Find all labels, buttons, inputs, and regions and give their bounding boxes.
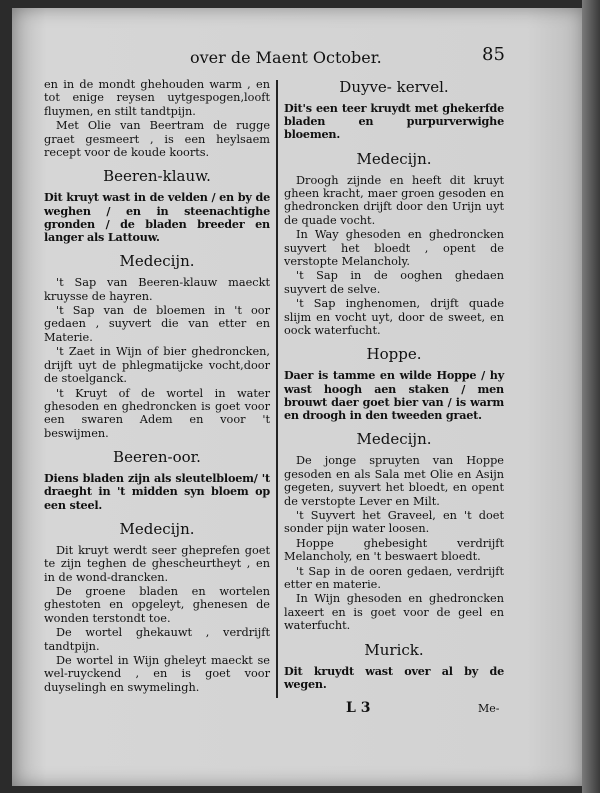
medecijn-heading: Medecijn. — [356, 149, 432, 168]
blackletter-description: Dit kruydt wast over al by de wegen. — [284, 663, 504, 691]
paragraph: Met Olie van Beertram de rugge graet gesmeert , is een heylsaem recept voor de koude koorts. — [44, 119, 270, 160]
page-edge — [582, 0, 600, 793]
paragraph: Hoppe ghebesight verdrijft Melancholy, en 't beswaert bloedt. — [284, 536, 504, 564]
section-heading: Duyve- kervel. — [339, 78, 449, 96]
paragraph: 't Sap van Beeren-klauw maeckt kruysse de hayren. — [44, 276, 270, 303]
section-heading: Murick. — [364, 640, 424, 659]
paragraph: Droogh zijnde en heeft dit kruyt gheen kracht, maer groen gesoden en ghedroncken drijft door den Urijn uyt de quade vocht. — [284, 173, 504, 227]
paragraph: Dit kruyt werdt seer gheprefen goet te zijn teghen de ghescheurtheyt , en in de wond-drancken. — [44, 543, 270, 584]
paragraph: De groene bladen en wortelen ghestoten en opgeleyt, ghenesen de wonden terstondt toe. — [44, 584, 270, 625]
blackletter-description: Diens bladen zijn als sleutelbloem/ 't draeght in 't midden syn bloem op een steel. — [44, 471, 270, 512]
blackletter-description: Dit kruyt wast in de velden / en by de weghen / en in steenachtighe gronden / de bladen breeder en langer als Lattouw. — [44, 190, 270, 245]
paragraph: 't Sap in de ooghen ghedaen suyvert de selve. — [284, 269, 504, 296]
left-column — [44, 78, 270, 695]
catchword: Me- — [478, 702, 500, 715]
medecijn-heading: Medecijn. — [119, 252, 195, 271]
section-heading: Beeren-klauw. — [103, 167, 211, 186]
paragraph: De wortel ghekauwt , verdrijft tandtpijn. — [44, 626, 270, 653]
blackletter-description: Daer is tamme en wilde Hoppe / hy wast hoogh aen staken / men brouwt daer goet bier van / is warm en droogh in den tweeden graet. — [284, 368, 504, 423]
right-column — [284, 78, 504, 693]
blackletter-description: Dit's een teer kruydt met ghekerfde bladen en purpurverwighe bloemen. — [284, 101, 504, 142]
paragraph: 't Sap in de ooren gedaen, verdrijft etter en materie. — [284, 564, 504, 591]
paragraph: De jonge spruyten van Hoppe gesoden en als Sala met Olie en Asijn gegeten, suyvert het bloedt, en opent de verstopte Lever en Milt. — [284, 454, 504, 508]
medecijn-heading: Medecijn. — [356, 430, 432, 449]
paragraph: 't Suyvert het Graveel, en 't doet sonder pijn water loosen. — [284, 508, 504, 536]
section-heading: Beeren-oor. — [113, 448, 201, 467]
medecijn-heading: Medecijn. — [119, 519, 195, 538]
column-divider — [276, 80, 278, 698]
paragraph: In Way ghesoden en ghedroncken suyvert het bloedt , opent de verstopte Melancholy. — [284, 228, 504, 269]
section-heading: Hoppe. — [366, 345, 422, 364]
paragraph: en in de mondt ghehouden warm , en tot enige reysen uytgespogen,looft fluymen, en stilt tandtpijn. — [44, 78, 270, 118]
paragraph: 't Sap van de bloemen in 't oor gedaen , suyvert die van etter en Materie. — [44, 304, 270, 344]
paragraph: In Wijn ghesoden en ghedroncken laxeert en is goet voor de geel en waterfucht. — [284, 592, 504, 633]
paragraph: De wortel in Wijn gheleyt maeckt se wel-ruyckend , en is goet voor duyselingh en swymelingh. — [44, 653, 270, 694]
paragraph: 't Zaet in Wijn of bier ghedroncken, drijft uyt de phlegmatijcke vocht,door de stoelganck. — [44, 345, 270, 386]
paragraph: 't Sap inghenomen, drijft quade slijm en vocht uyt, door de sweet, en oock waterfucht. — [284, 297, 504, 338]
paragraph: 't Kruyt of de wortel in water ghesoden en ghedroncken is goet voor een swaren Adem en voor 't beswijmen. — [44, 386, 270, 440]
signature-mark: L 3 — [346, 700, 371, 716]
page-number: 85 — [482, 44, 505, 65]
running-title: over de Maent October. — [190, 48, 382, 67]
